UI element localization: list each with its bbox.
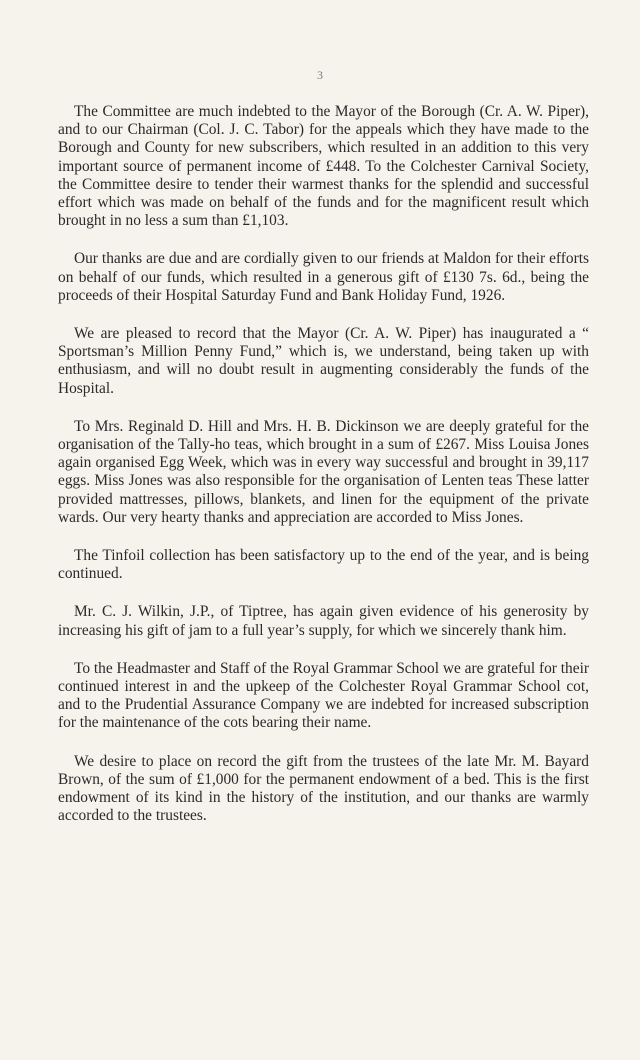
paragraph-grammar-school: To the Headmaster and Staff of the Royal Grammar School we are grateful for their continued interest in and the upkeep of the Colchester Royal Grammar School cot, and to the Prudential Assurance Company we are indebted for increased subscription for the maintenance of the cots bearing their name. xyxy=(58,659,589,732)
paragraph-teas-egg-week: To Mrs. Reginald D. Hill and Mrs. H. B. Dickinson we are deeply grateful for the organisation of the Tally-ho teas, which brought in a sum of £267. Miss Louisa Jones again organised Egg Week, which was in every way successful and brought in 39,117 eggs. Miss Jones was also responsible for the organisation of Lenten teas These latter provided mattresses, pillows, blankets, and linen for the equipment of the private wards. Our very hearty thanks and appreciation are accorded to Miss Jones. xyxy=(58,417,589,526)
paragraph-maldon: Our thanks are due and are cordially given to our friends at Maldon for their efforts on behalf of our funds, which resulted in a generous gift of £130 7s. 6d., being the proceeds of their Hospital Saturday Fund and Bank Holiday Fund, 1926. xyxy=(58,250,589,304)
paragraph-penny-fund: We are pleased to record that the Mayor (Cr. A. W. Piper) has inaugurated a “ Sportsman’s Million Penny Fund,” which is, we understand, being taken up with enthusiasm, and will no doubt result in augmenting considerably the funds of the Hospital. xyxy=(58,325,589,397)
paragraph-tinfoil: The Tinfoil collection has been satisfactory up to the end of the year, and is being continued. xyxy=(58,547,589,583)
paragraph-endowment: We desire to place on record the gift from the trustees of the late Mr. M. Bayard Brown, of the sum of £1,000 for the permanent endowment of a bed. This is the first endowment of its kind in the history of the institution, and our thanks are warmly accorded to the trustees. xyxy=(58,752,589,825)
body-text xyxy=(58,103,589,826)
page-number: 3 xyxy=(317,68,323,82)
paragraph-subscribers-carnival: The Committee are much indebted to the Mayor of the Borough (Cr. A. W. Piper), and to our Chairman (Col. J. C. Tabor) for the appeals which they have made to the Borough and County for new subscribers, which resulted in an addition to this very important source of permanent income of £448. To the Colchester Carnival Society, the Committee desire to tender their warmest thanks for the splendid and successful effort which was made on behalf of the funds and for the magnificent result which brought in no less a sum than £1,103. xyxy=(58,103,589,230)
paragraph-wilkin: Mr. C. J. Wilkin, J.P., of Tiptree, has again given evidence of his generosity by increasing his gift of jam to a full year’s supply, for which we sincerely thank him. xyxy=(58,603,589,639)
